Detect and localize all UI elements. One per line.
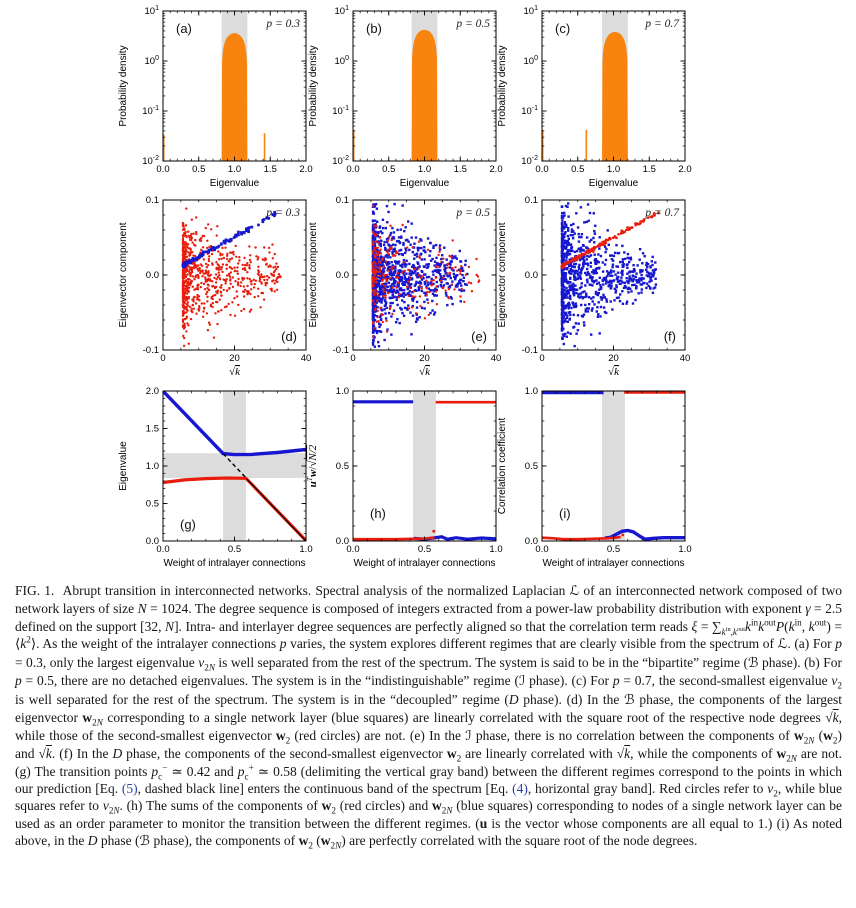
x-tick-label: 2.0 [678, 164, 692, 175]
x-tick-label: 20 [608, 353, 619, 364]
x-tick-label: 1.0 [299, 544, 313, 555]
y-axis-label: Probability density [497, 45, 508, 127]
panel-letter: (f) [663, 329, 676, 344]
y-axis-label: Eigenvector component [497, 222, 508, 328]
x-tick-label: 1.0 [227, 164, 242, 175]
eq-4-link[interactable]: (4) [512, 780, 528, 796]
p-value-annotation: p = 0.7 [645, 18, 679, 30]
panel-h-svg [303, 381, 503, 573]
y-axis-label: Eigenvector component [308, 222, 319, 328]
x-tick-label: 2.0 [489, 164, 503, 175]
gray-band-vertical [602, 391, 625, 541]
y-axis-label: Eigenvalue [118, 441, 129, 491]
y-tick-label: $10^0$ [144, 55, 159, 68]
p-value-annotation: p = 0.3 [266, 207, 300, 219]
x-axis-label: √k [229, 366, 240, 378]
panel-letter: (c) [555, 21, 571, 36]
x-tick-label: 0 [539, 353, 545, 364]
y-tick-label: -0.1 [142, 345, 159, 357]
plot-series [372, 203, 481, 348]
x-tick-label: 0.0 [346, 544, 360, 555]
x-tick-label: 1.5 [642, 164, 656, 175]
x-tick-label: 1.5 [263, 164, 277, 175]
x-tick-label: 0.0 [346, 164, 360, 175]
x-tick-label: 0.0 [156, 164, 170, 175]
x-axis-label: Weight of intralayer connections [542, 558, 685, 569]
panel-letter: (d) [281, 329, 297, 344]
outlier-point [621, 534, 624, 537]
p-value-annotation: p = 0.5 [456, 207, 490, 219]
y-tick-label: $10^1$ [144, 5, 159, 18]
x-tick-label: 0.5 [606, 544, 621, 555]
detached-eigenvalue-spike [586, 130, 588, 161]
x-tick-label: 0.5 [227, 544, 242, 555]
x-axis-label: √k [608, 366, 619, 378]
y-tick-label: $10^0$ [523, 55, 538, 68]
axes [497, 195, 690, 378]
y-tick-label: 0.0 [335, 270, 349, 282]
y-axis-label: $u^Tw/√N/2$ [305, 444, 319, 488]
p-value-annotation: p = 0.7 [645, 207, 679, 219]
outlier-point [432, 530, 435, 533]
red-curve [542, 537, 621, 539]
panel-d-svg [113, 190, 313, 382]
x-axis-label: Eigenvalue [209, 178, 260, 189]
y-tick-label: $10^1$ [334, 5, 349, 18]
panel-g-eigenvalue-transition [113, 381, 313, 573]
panel-b-spectrum-p05 [303, 1, 503, 193]
x-tick-label: 0 [160, 353, 166, 364]
x-tick-label: 20 [419, 353, 430, 364]
panel-letter: (a) [176, 21, 192, 36]
y-tick-label: $10^{-2}$ [142, 155, 159, 168]
x-tick-label: 1.0 [489, 544, 503, 555]
panel-letter: (i) [559, 506, 571, 521]
y-axis-label: Correlation coefficient [497, 417, 508, 515]
y-tick-label: $10^{-2}$ [332, 155, 349, 168]
gray-band-vertical [413, 391, 436, 541]
y-tick-label: 0.0 [145, 536, 159, 548]
p-value-annotation: p = 0.5 [456, 18, 490, 30]
x-axis-label: Weight of intralayer connections [353, 558, 496, 569]
y-axis-label: Probability density [308, 45, 319, 127]
y-tick-label: 0.0 [145, 270, 159, 282]
x-tick-label: 0.0 [535, 544, 549, 555]
y-tick-label: 0.1 [145, 195, 159, 207]
y-tick-label: $10^{-1}$ [142, 105, 159, 118]
panel-letter: (g) [180, 517, 196, 532]
black-curve [247, 479, 306, 541]
y-tick-label: $10^{-2}$ [521, 155, 538, 168]
y-axis-label: Eigenvector component [118, 222, 129, 328]
plot-series [353, 30, 437, 161]
detached-eigenvalue-spike [264, 133, 266, 161]
spectrum-bulk [412, 30, 438, 161]
panel-a-spectrum-p03 [113, 1, 313, 193]
red-correlated-points [561, 211, 660, 269]
panel-letter: (e) [471, 329, 487, 344]
panel-i-correlation-coefficient [492, 381, 692, 573]
plot-series [542, 32, 628, 161]
panel-b-svg [303, 1, 503, 193]
x-tick-label: 0.5 [417, 544, 432, 555]
y-tick-label: 0.5 [335, 461, 349, 473]
x-tick-label: 1.0 [417, 164, 432, 175]
blue-scatter-cloud [561, 202, 657, 347]
x-tick-label: 2.0 [299, 164, 313, 175]
axes [497, 386, 692, 569]
plot-series [163, 33, 265, 161]
panel-f-svg [492, 190, 692, 382]
y-tick-label: -0.1 [332, 345, 349, 357]
panel-i-svg [492, 381, 692, 573]
x-tick-label: 0.5 [382, 164, 396, 175]
x-tick-label: 40 [490, 353, 502, 364]
y-tick-label: 0.5 [524, 461, 538, 473]
x-tick-label: 1.0 [678, 544, 692, 555]
x-tick-label: 0.0 [156, 544, 170, 555]
y-tick-label: 0.0 [335, 536, 349, 548]
p-value-annotation: p = 0.3 [266, 18, 300, 30]
red-curve [353, 538, 435, 540]
panel-a-svg [113, 1, 313, 193]
y-tick-label: 1.0 [145, 461, 159, 473]
y-tick-label: 0.1 [524, 195, 538, 207]
spectrum-bulk [222, 33, 248, 161]
x-axis-label: Eigenvalue [399, 178, 450, 189]
red-scatter-cloud [182, 207, 282, 347]
y-tick-label: 0.0 [524, 270, 538, 282]
axes [308, 195, 501, 378]
y-tick-label: 1.0 [335, 386, 349, 398]
y-tick-label: 0.1 [335, 195, 349, 207]
x-axis-label: Weight of intralayer connections [163, 558, 306, 569]
x-tick-label: 40 [300, 353, 312, 364]
x-tick-label: 0.0 [535, 164, 549, 175]
panel-e-svg [300, 190, 503, 382]
axes [305, 386, 503, 569]
plot-series [561, 202, 660, 347]
panel-letter: (b) [366, 21, 382, 36]
x-tick-label: 1.5 [453, 164, 467, 175]
x-tick-label: 1.0 [606, 164, 621, 175]
panel-d-eigenvector-scatter-p03 [113, 190, 313, 382]
panel-e-eigenvector-scatter-p05 [300, 190, 503, 382]
x-axis-label: √k [419, 366, 430, 378]
panel-h-order-parameter [303, 381, 503, 573]
eq-5-link[interactable]: (5) [121, 780, 138, 796]
x-tick-label: 40 [679, 353, 691, 364]
panel-c-svg [492, 1, 692, 193]
plot-series [182, 207, 282, 347]
panel-f-eigenvector-scatter-p07 [492, 190, 692, 382]
y-tick-label: 0.5 [145, 498, 159, 510]
y-tick-label: 1.0 [524, 386, 538, 398]
spectrum-bulk [602, 32, 628, 161]
x-tick-label: 0.5 [192, 164, 206, 175]
panel-letter: (h) [370, 506, 386, 521]
y-tick-label: -0.1 [521, 345, 538, 357]
caption-text: FIG. 1. Abrupt transition in interconnected networks. Spectral analysis of the normalized Laplacian ℒ of an interconnected network composed of two network layers of size N = 1024. The degree sequence is composed of integers extracted from a power-law probability distribution with exponent γ = 2.5 defined on the support [32, N]. Intra- and interlayer degree sequences are perfectly aligned so that the correlation term reads $\xi = \sum_{k^{in},k^{out}}k^{in}k^{out}P(k^{in}$, $k^{out}$) = $⟨k^2⟩$. As the weight of the intralayer connections p varies, the system explores different regimes that are clearly visible from the spectrum of ℒ. (a) For p = 0.3, only the largest eigenvalue $\nu_{2N}$ is well separated from the rest of the spectrum. The system is said to be in the “bipartite” regime (ℬ phase). (b) For p = 0.5, there are no detached eigenvalues. The system is in the “indistinguishable” regime (ℐ phase). (c) For p = 0.7, the second-smallest eigenvalue $\nu_2$ is well separated for the rest of the spectrum. The system is in the “decoupled” regime (D phase). (d) In the ℬ phase, the components of the largest eigenvector $w_{2N}$ corresponding to a single network layer (blue squares) are linearly correlated with the square root of the respective node degrees √k, while those of the second-smallest eigenvector $w_2$ (red circles) are not. (e) In the ℐ phase, there is no correlation between the components of $w_{2N}$ $(w_2)$ and √k. (f) In the D phase, the components of the second-smallest eigenvector $w_2$ are linearly correlated with √k, while the components of $w_{2N}$ are not. (g) The transition points $p_c^-$ ≃ 0.42 and $p_c^+$ ≃ 0.58 (delimiting the vertical gray band) between the different regimes correspond to the points in which our prediction [Eq. (5), dashed black line] enters the continuous band of the spectrum [Eq. (4), horizontal gray band]. Red circles refer to $\nu_2$, while blue squares refer to $\nu_{2N}$. (h) The sums of the components of $w_2$ (red circles) and $w_{2N}$ (blue squares) corresponding to nodes of a single network layer can be used as an order parameter to monitor the transition between the different regimes. (u is the vector whose components are all equal to 1.) (i) As noted above, in the D phase (ℬ phase), the components of $w_2$ $(w_{2N})$ are perfectly correlated with the square root of the node degrees. [15, 583, 843, 852]
y-tick-label: $10^{-1}$ [332, 105, 349, 118]
y-tick-label: $10^{-1}$ [521, 105, 538, 118]
x-axis-label: Eigenvalue [588, 178, 639, 189]
y-axis-label: Probability density [118, 45, 129, 127]
y-tick-label: 0.0 [524, 536, 538, 548]
x-tick-label: 0.5 [571, 164, 585, 175]
figure-caption [15, 582, 842, 851]
y-tick-label: 2.0 [145, 386, 159, 398]
panel-c-spectrum-p07 [492, 1, 692, 193]
y-tick-label: 1.5 [145, 423, 159, 435]
x-tick-label: 20 [229, 353, 240, 364]
panel-g-svg [113, 381, 313, 573]
y-tick-label: $10^1$ [523, 5, 538, 18]
script-L: ℒ [569, 583, 580, 599]
x-tick-label: 0 [350, 353, 356, 364]
y-tick-label: $10^0$ [334, 55, 349, 68]
